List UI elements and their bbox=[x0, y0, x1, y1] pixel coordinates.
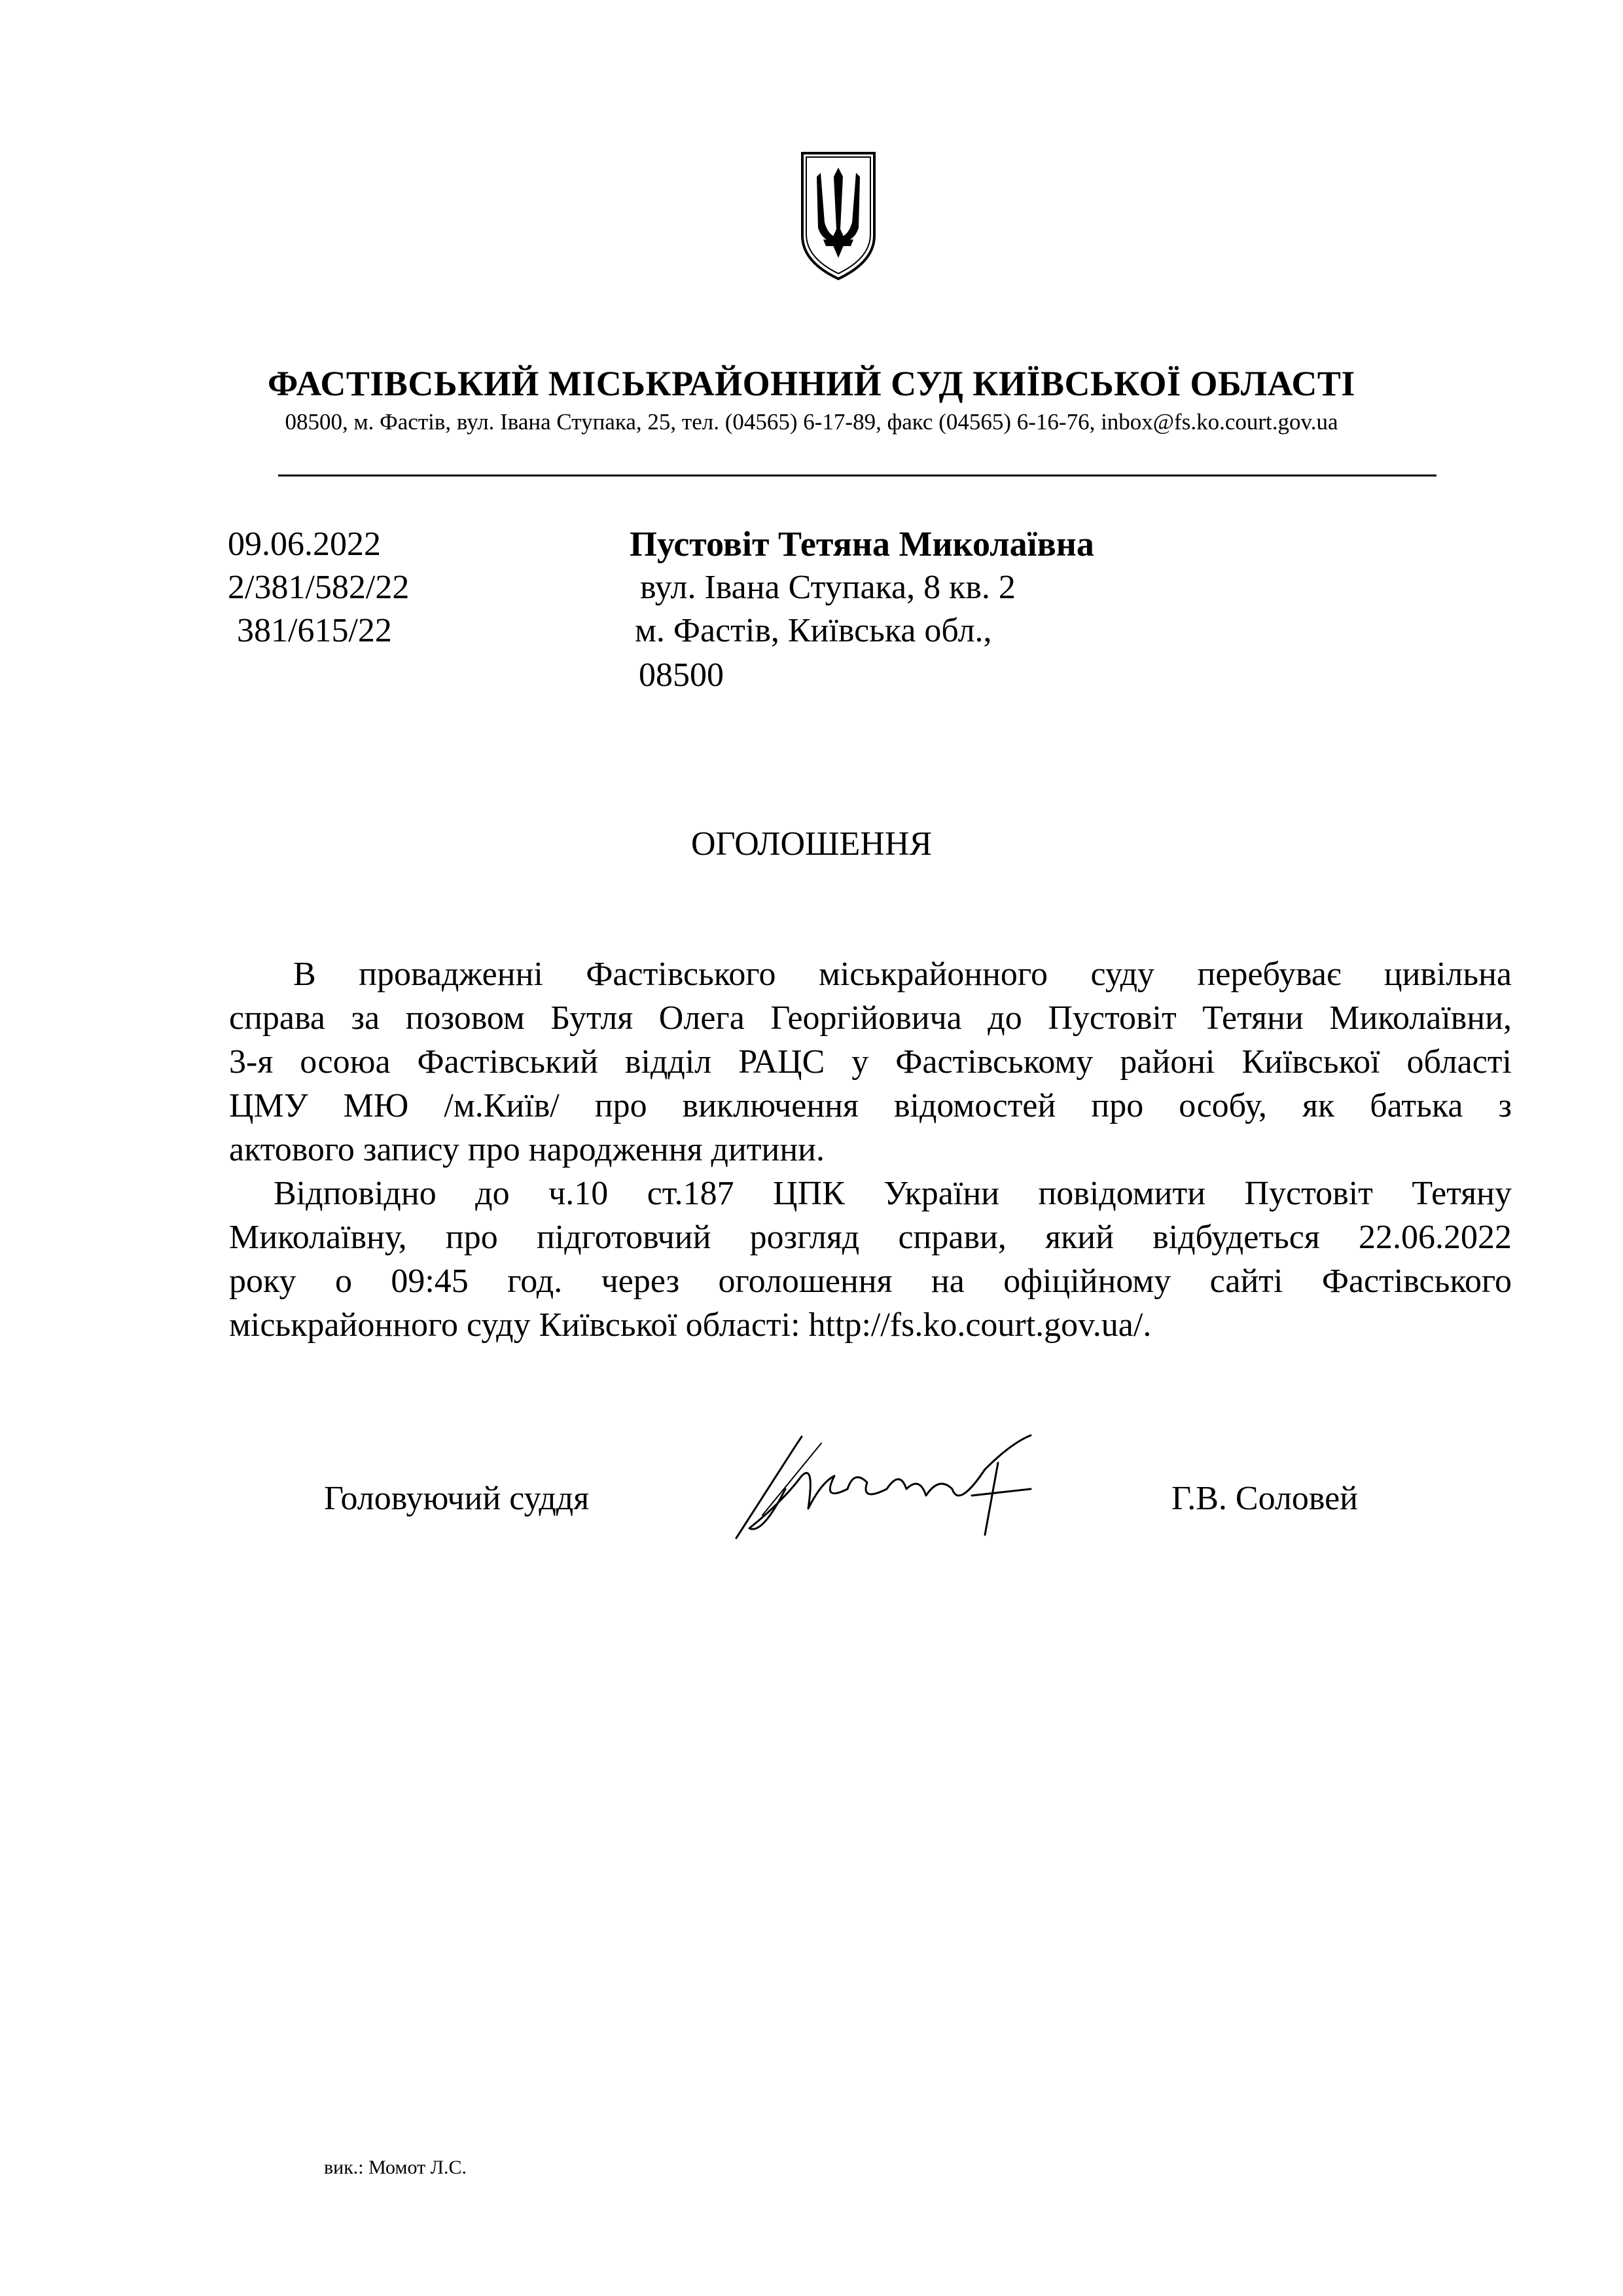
reference-number-1: 2/381/582/22 bbox=[228, 569, 410, 606]
trident-coat-of-arms-icon bbox=[800, 151, 877, 281]
reference-number-2: 381/615/22 bbox=[237, 612, 392, 649]
paragraph-2-line: Миколаївну, про підготовчий розгляд справи, який відбудеться 22.06.2022 bbox=[229, 1219, 1512, 1256]
handwritten-signature bbox=[723, 1430, 1063, 1541]
court-contacts: 08500, м. Фастів, вул. Івана Ступака, 25, тел. (04565) 6-17-89, факс (04565) 6-16-76, inbox@fs.ko.court.gov.ua bbox=[285, 409, 1338, 435]
paragraph-1-line: справа за позовом Бутля Олега Георгійовича до Пустовіт Тетяни Миколаївни, bbox=[229, 999, 1512, 1037]
header-divider bbox=[278, 475, 1436, 476]
recipient-city: м. Фастів, Київська обл., bbox=[635, 612, 992, 649]
recipient-street: вул. Івана Ступака, 8 кв. 2 bbox=[640, 569, 1016, 606]
document-date: 09.06.2022 bbox=[228, 526, 381, 563]
signer-position: Головуючий суддя bbox=[324, 1480, 590, 1517]
announcement-body bbox=[229, 952, 1512, 1347]
paragraph-1-line: 3-я осоюа Фастівський відділ РАЦС у Фастівському районі Київської області bbox=[229, 1043, 1512, 1081]
recipient-name: Пустовіт Тетяна Миколаївна bbox=[630, 524, 1094, 564]
paragraph-1-line: В провадженні Фастівського міськрайонного суду перебуває цивільна bbox=[293, 956, 1512, 993]
paragraph-1-line: актового запису про народження дитини. bbox=[229, 1131, 825, 1168]
announcement-title: ОГОЛОШЕННЯ bbox=[690, 825, 933, 863]
paragraph-2-line: Відповідно до ч.10 ст.187 ЦПК України повідомити Пустовіт Тетяну bbox=[274, 1175, 1512, 1212]
paragraph-2-line: року о 09:45 год. через оголошення на офіційному сайті Фастівського bbox=[229, 1263, 1512, 1300]
paragraph-1-line: ЦМУ МЮ /м.Київ/ про виключення відомостей про особу, як батька з bbox=[229, 1087, 1512, 1124]
signer-name: Г.В. Соловей bbox=[1171, 1480, 1358, 1517]
executor-note: вик.: Момот Л.С. bbox=[324, 2157, 467, 2178]
court-name: ФАСТІВСЬКИЙ МІСЬКРАЙОННИЙ СУД КИЇВСЬКОЇ ОБЛАСТІ bbox=[268, 364, 1355, 403]
recipient-postcode: 08500 bbox=[639, 656, 724, 694]
paragraph-2-line: міськрайонного суду Київської області: http://fs.ko.court.gov.ua/. bbox=[229, 1306, 1152, 1344]
